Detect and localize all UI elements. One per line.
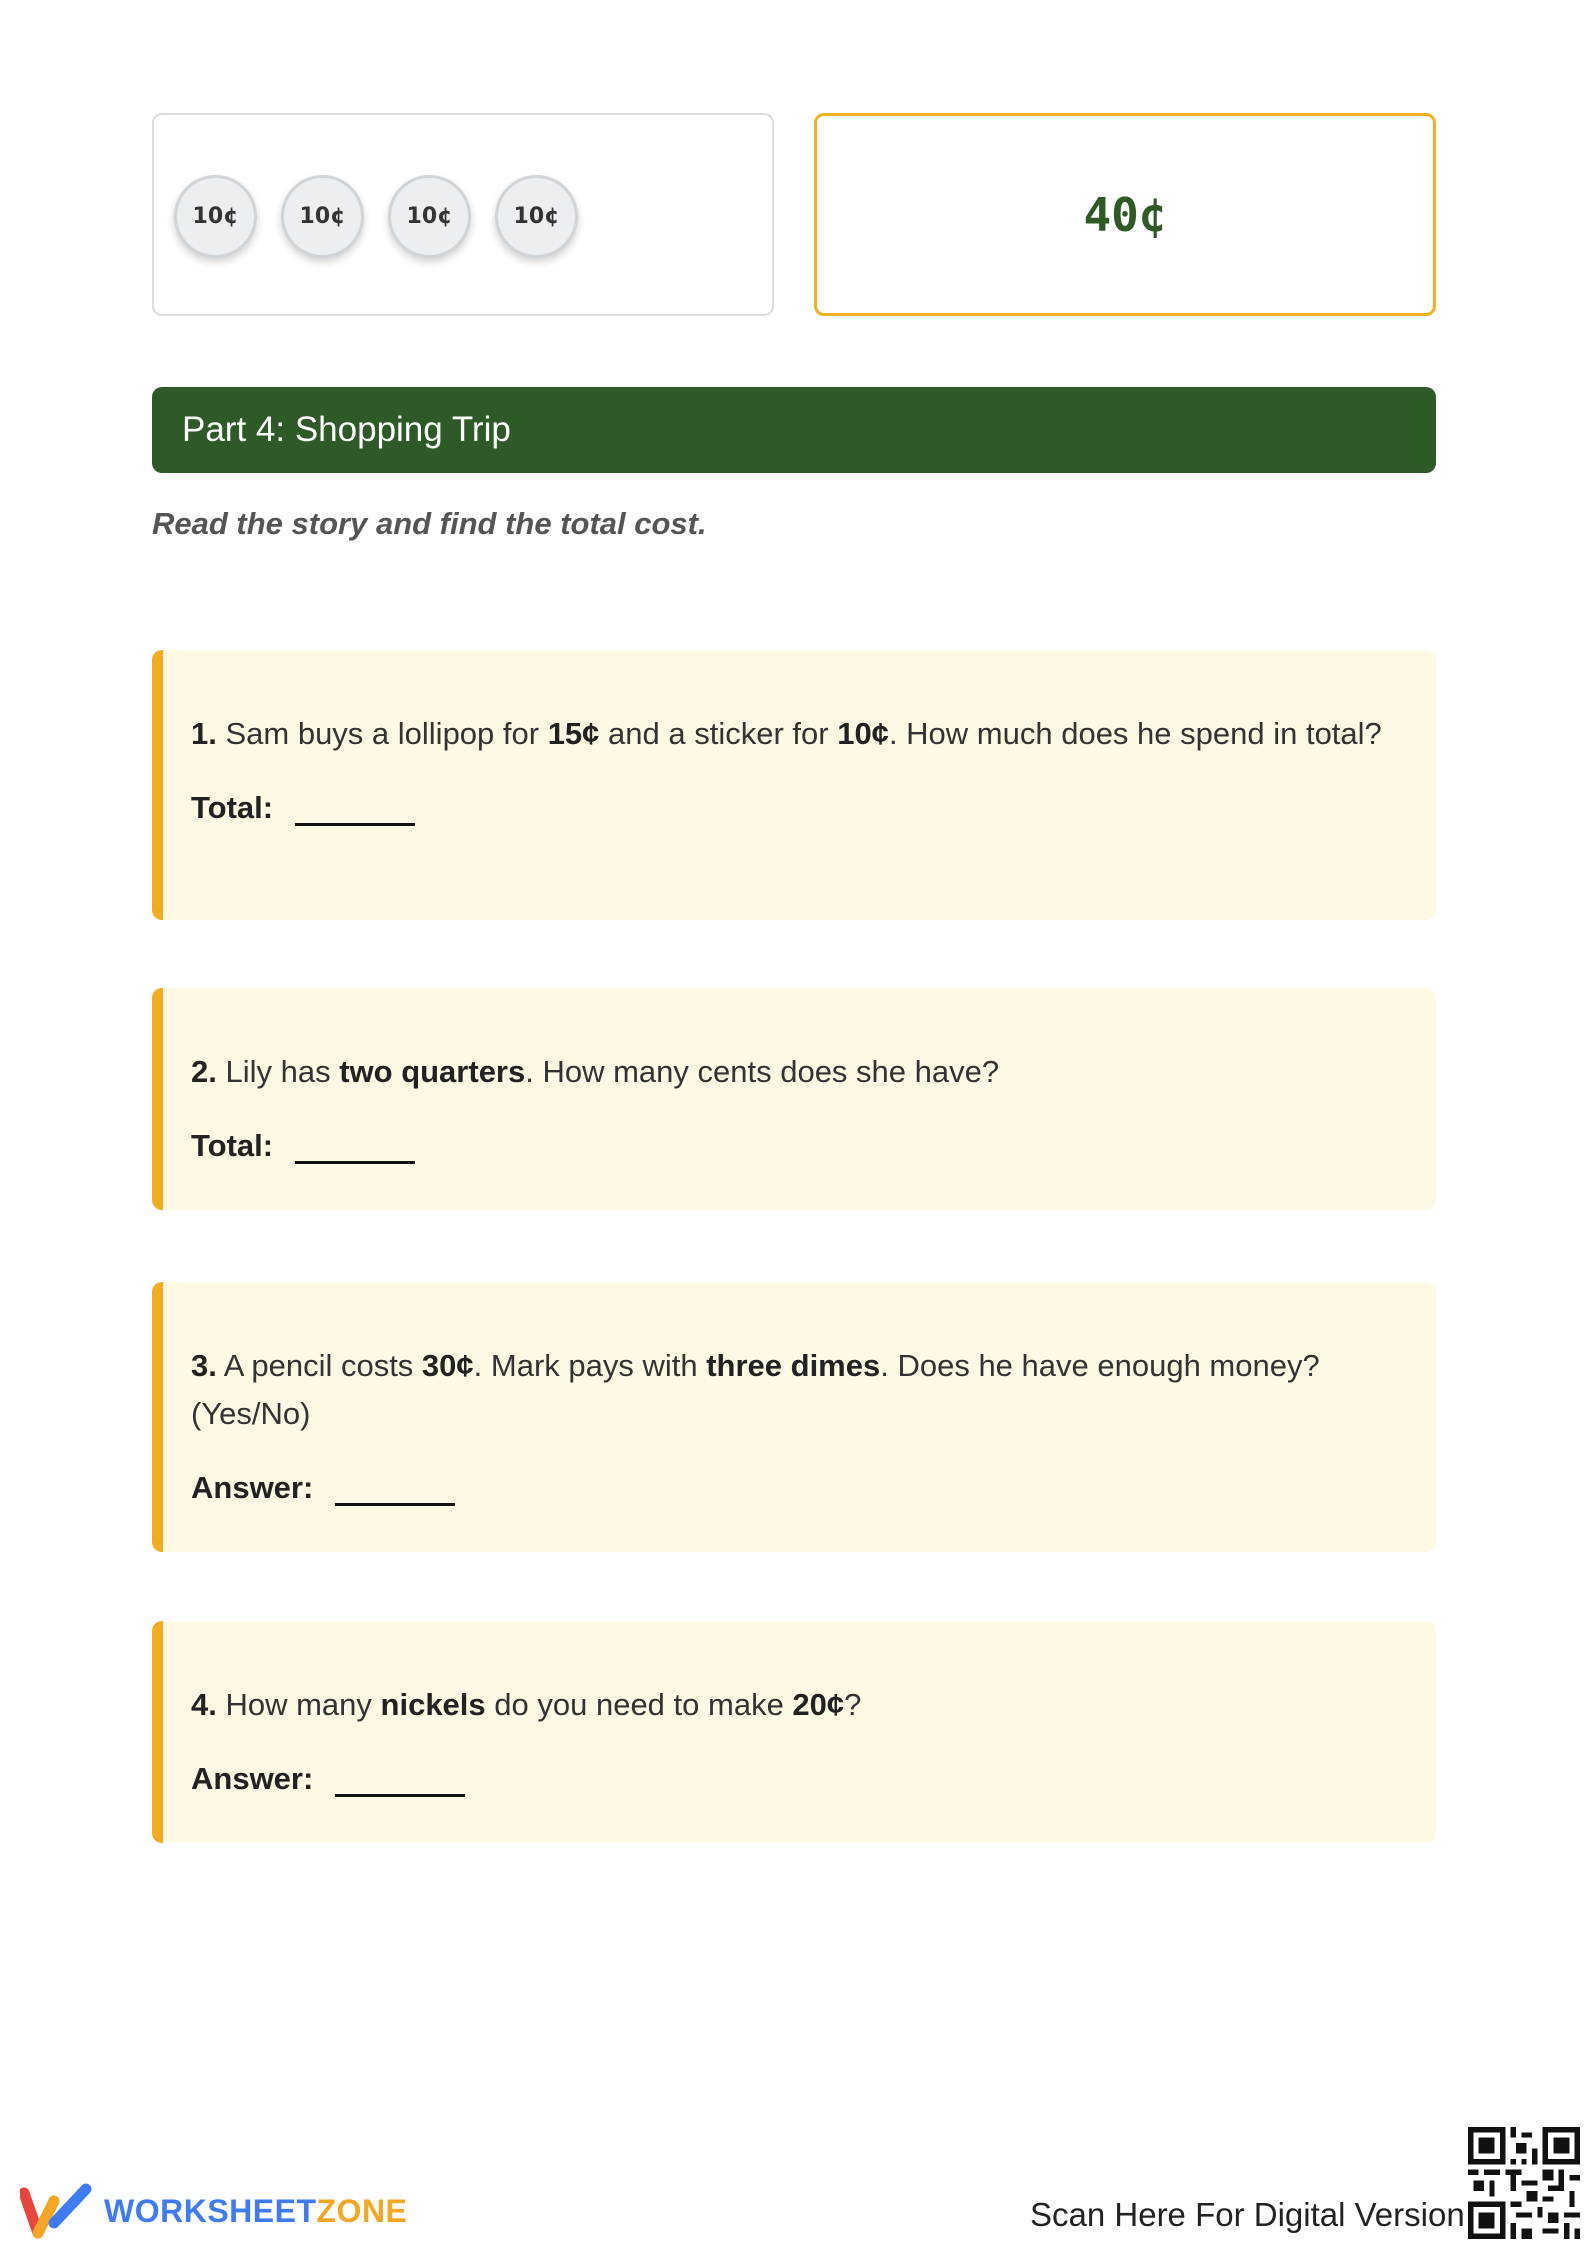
- brand-logo: [20, 2183, 407, 2239]
- question-text: 2. Lily has two quarters. How many cents does she have?: [191, 1054, 1000, 1089]
- scan-caption: Scan Here For Digital Version: [1030, 2196, 1465, 2233]
- answer-blank[interactable]: [335, 1470, 455, 1506]
- answer-label: Answer:: [191, 1761, 314, 1796]
- question-card-1: [152, 650, 1436, 920]
- question-number: 1.: [191, 716, 217, 751]
- question-emphasis: 10¢: [837, 716, 889, 751]
- dime-coin: 10¢: [495, 175, 578, 258]
- question-emphasis: 30¢: [421, 1348, 474, 1383]
- question-text: 3. A pencil costs 30¢. Mark pays with three dimes. Does he have enough money? (Yes/No): [191, 1348, 1320, 1431]
- question-card-4: [152, 1621, 1436, 1843]
- answer-label: Total:: [191, 1128, 274, 1163]
- question-card-2: [152, 988, 1436, 1210]
- answer-blank[interactable]: [295, 1128, 415, 1164]
- question-number: 4.: [191, 1687, 217, 1722]
- answer-label: Answer:: [191, 1470, 314, 1505]
- answer-row: [191, 790, 1396, 826]
- question-card-3: [152, 1282, 1436, 1552]
- section-header: [152, 387, 1436, 473]
- question-number: 2.: [191, 1054, 217, 1089]
- answer-row: [191, 1470, 1396, 1506]
- question-emphasis: nickels: [380, 1687, 486, 1722]
- dime-coin: 10¢: [281, 175, 364, 258]
- question-text: 4. How many nickels do you need to make 20¢?: [191, 1687, 862, 1722]
- brand-name-part2: ZONE: [316, 2192, 408, 2229]
- coin-panel: [152, 113, 774, 316]
- brand-name: [104, 2193, 407, 2230]
- brand-name-part1: WORKSHEET: [104, 2192, 317, 2229]
- answer-label: Total:: [191, 790, 274, 825]
- question-emphasis: three dimes: [706, 1348, 881, 1383]
- answer-blank[interactable]: [295, 790, 415, 826]
- dime-coin: 10¢: [174, 175, 257, 258]
- dime-coin: 10¢: [388, 175, 471, 258]
- worksheetzone-logo-icon: [20, 2183, 92, 2239]
- question-text: 1. Sam buys a lollipop for 15¢ and a sticker for 10¢. How much does he spend in total?: [191, 716, 1382, 751]
- question-emphasis: 15¢: [547, 716, 600, 751]
- question-emphasis: 20¢: [792, 1687, 845, 1722]
- question-number: 3.: [191, 1348, 217, 1383]
- coin-total-value: 40¢: [1083, 187, 1167, 242]
- answer-blank[interactable]: [335, 1761, 465, 1797]
- answer-row: [191, 1128, 1396, 1164]
- section-title: Part 4: Shopping Trip: [182, 410, 511, 449]
- answer-row: [191, 1761, 1396, 1797]
- question-emphasis: two quarters: [339, 1054, 526, 1089]
- qr-code-icon[interactable]: [1468, 2127, 1580, 2239]
- coin-total-box: [814, 113, 1436, 316]
- section-instructions: Read the story and find the total cost.: [152, 506, 707, 541]
